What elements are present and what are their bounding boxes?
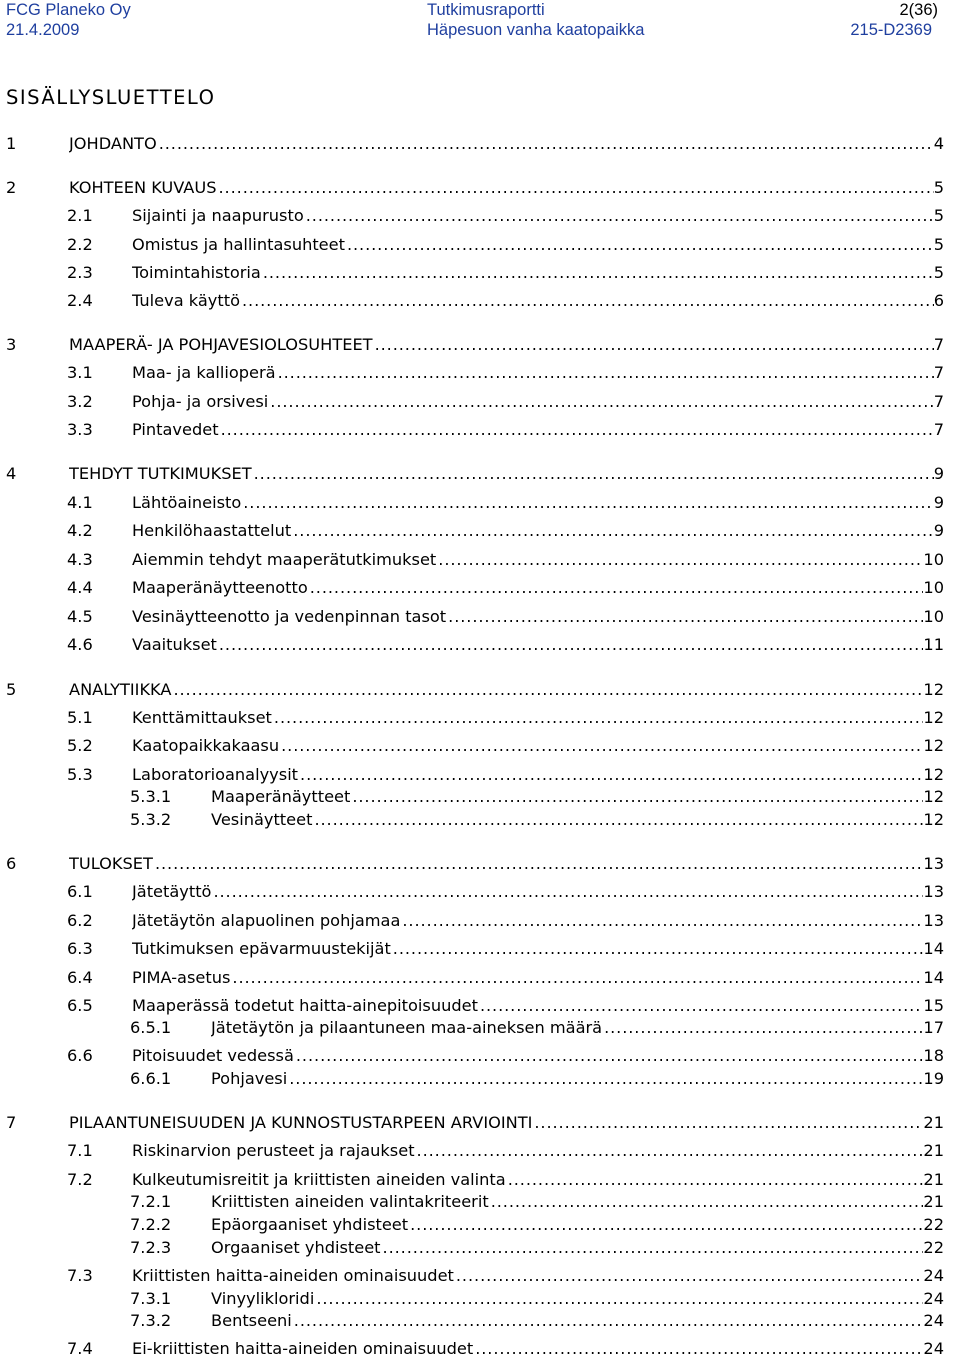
toc-dot-leader: [373, 334, 934, 356]
toc-dot-leader: [217, 634, 924, 656]
page-number: 2(36): [899, 1, 938, 19]
toc-entry-number: 6.4: [67, 968, 93, 987]
toc-entry-page: 12: [923, 787, 944, 806]
toc-entry-label: Toimintahistoria: [132, 263, 261, 282]
toc-entry-number: 7.2.2: [130, 1215, 172, 1234]
toc-entry-number: 6.1: [67, 882, 93, 901]
toc-entry[interactable]: [0, 1310, 944, 1332]
toc-entry-label: Jätetäyttö: [132, 882, 212, 901]
toc-entry[interactable]: [0, 1214, 944, 1236]
toc-entry-number: 6: [6, 854, 17, 873]
toc-entry-label: Jätetäytön alapuolinen pohjamaa: [132, 911, 401, 930]
toc-dot-leader: [308, 577, 924, 599]
toc-entry-page: 4: [933, 134, 944, 153]
toc-entry-number: 5.2: [67, 736, 93, 755]
toc-entry-page: 7: [933, 392, 944, 411]
toc-entry-label: Jätetäytön ja pilaantuneen maa-aineksen määrä: [211, 1018, 603, 1037]
toc-entry-label: Vesinäytteet: [211, 810, 313, 829]
toc-entry[interactable]: [0, 549, 944, 571]
toc-entry-number: 7.4: [67, 1339, 93, 1358]
report-date: 21.4.2009: [6, 21, 80, 39]
toc-dot-leader: [312, 809, 923, 831]
toc-entry-number: 7.2: [67, 1170, 93, 1189]
toc-entry-number: 4.5: [67, 607, 93, 626]
toc-entry-label: Sijainti ja naapurusto: [132, 206, 304, 225]
toc-entry[interactable]: [0, 362, 944, 384]
toc-entry-label: Vinyylikloridi: [211, 1289, 315, 1308]
toc-entry-page: 12: [923, 810, 944, 829]
toc-entry-label: JOHDANTO: [69, 134, 157, 153]
toc-entry[interactable]: [0, 910, 944, 932]
toc-entry-page: 7: [933, 420, 944, 439]
toc-dot-leader: [400, 910, 923, 932]
toc-entry-number: 6.5: [67, 996, 93, 1015]
toc-entry-page: 15: [923, 996, 944, 1015]
toc-entry[interactable]: [0, 1288, 944, 1310]
toc-entry-label: Ei-kriittisten haitta-aineiden ominaisuudet: [132, 1339, 474, 1358]
toc-entry-number: 7.2.3: [130, 1238, 172, 1257]
toc-entry-page: 21: [923, 1141, 944, 1160]
toc-entry-page: 13: [923, 854, 944, 873]
toc-dot-leader: [381, 1237, 924, 1259]
toc-entry[interactable]: [0, 938, 944, 960]
toc-entry-number: 3.1: [67, 363, 93, 382]
toc-dot-leader: [478, 995, 923, 1017]
toc-dot-leader: [446, 606, 923, 628]
toc-entry-label: Pohja- ja orsivesi: [132, 392, 269, 411]
toc-entry-page: 17: [923, 1018, 944, 1037]
toc-dot-leader: [241, 492, 933, 514]
toc-entry-number: 3: [6, 335, 17, 354]
toc-entry[interactable]: [0, 1112, 944, 1134]
toc-entry-label: PILAANTUNEISUUDEN JA KUNNOSTUSTARPEEN ARVIOINTI: [69, 1113, 533, 1132]
toc-entry[interactable]: [0, 764, 944, 786]
toc-entry[interactable]: [0, 577, 944, 599]
toc-entry-page: 7: [933, 335, 944, 354]
toc-entry-label: Riskinarvion perusteet ja rajaukset: [132, 1141, 415, 1160]
toc-entry-label: Maaperässä todetut haitta-ainepitoisuudet: [132, 996, 478, 1015]
toc-dot-leader: [252, 463, 934, 485]
toc-entry-number: 7.3.2: [130, 1311, 172, 1330]
toc-entry-label: Epäorgaaniset yhdisteet: [211, 1215, 409, 1234]
toc-entry-label: Maaperänäytteenotto: [132, 578, 308, 597]
toc-entry-label: Kriittisten aineiden valintakriteerit: [211, 1192, 489, 1211]
toc-entry[interactable]: [0, 679, 944, 701]
toc-dot-leader: [219, 419, 934, 441]
toc-entry-page: 6: [933, 291, 944, 310]
toc-dot-leader: [602, 1017, 923, 1039]
toc-entry-number: 4.1: [67, 493, 93, 512]
company-name: FCG Planeko Oy: [6, 1, 131, 19]
toc-entry-page: 14: [923, 968, 944, 987]
toc-entry[interactable]: [0, 463, 944, 485]
project-code: 215-D2369: [850, 21, 932, 39]
toc-entry-label: Kriittisten haitta-aineiden ominaisuudet: [132, 1266, 454, 1285]
toc-entry[interactable]: [0, 334, 944, 356]
toc-entry-page: 5: [933, 206, 944, 225]
toc-entry-label: Vesinäytteenotto ja vedenpinnan tasot: [132, 607, 447, 626]
toc-dot-leader: [287, 1068, 923, 1090]
toc-dot-leader: [506, 1169, 924, 1191]
toc-entry[interactable]: [0, 1068, 944, 1090]
toc-dot-leader: [473, 1338, 923, 1360]
toc-entry-number: 7.2.1: [130, 1192, 172, 1211]
toc-entry-page: 11: [923, 635, 944, 654]
toc-entry-label: Henkilöhaastattelut: [132, 521, 292, 540]
toc-entry[interactable]: [0, 1191, 944, 1213]
toc-entry[interactable]: [0, 290, 944, 312]
toc-entry[interactable]: [0, 967, 944, 989]
toc-dot-leader: [391, 938, 924, 960]
toc-entry-number: 2.1: [67, 206, 93, 225]
toc-dot-leader: [230, 967, 923, 989]
toc-entry-number: 7.3: [67, 1266, 93, 1285]
toc-entry-page: 14: [923, 939, 944, 958]
toc-entry[interactable]: [0, 786, 944, 808]
toc-dot-leader: [211, 881, 923, 903]
toc-entry[interactable]: [0, 1237, 944, 1259]
toc-entry-label: Maa- ja kallioperä: [132, 363, 276, 382]
toc-entry-number: 4: [6, 464, 17, 483]
toc-entry[interactable]: [0, 391, 944, 413]
toc-entry-number: 2.3: [67, 263, 93, 282]
toc-entry-page: 9: [933, 464, 944, 483]
toc-entry-number: 4.2: [67, 521, 93, 540]
toc-dot-leader: [272, 707, 923, 729]
toc-entry-number: 5.1: [67, 708, 93, 727]
toc-dot-leader: [279, 735, 923, 757]
toc-dot-leader: [408, 1214, 923, 1236]
toc-entry-number: 7.3.1: [130, 1289, 172, 1308]
toc-entry[interactable]: [0, 492, 944, 514]
toc-dot-leader: [350, 786, 923, 808]
toc-dot-leader: [314, 1288, 923, 1310]
toc-entry-label: Maaperänäytteet: [211, 787, 351, 806]
toc-entry-label: Tuleva käyttö: [132, 291, 240, 310]
toc-entry[interactable]: [0, 809, 944, 831]
toc-entry-page: 5: [933, 178, 944, 197]
toc-entry-page: 12: [923, 736, 944, 755]
toc-entry-number: 5.3: [67, 765, 93, 784]
toc-entry-page: 10: [923, 550, 944, 569]
toc-dot-leader: [298, 764, 923, 786]
toc-dot-leader: [532, 1112, 923, 1134]
site-name: Häpesuon vanha kaatopaikka: [427, 21, 645, 39]
toc-entry-page: 13: [923, 911, 944, 930]
toc-title: SISÄLLYSLUETTELO: [6, 86, 216, 109]
toc-entry-page: 12: [923, 680, 944, 699]
toc-entry-label: Bentseeni: [211, 1311, 292, 1330]
toc-entry[interactable]: [0, 1140, 944, 1162]
toc-entry-number: 5: [6, 680, 17, 699]
toc-dot-leader: [291, 520, 933, 542]
toc-dot-leader: [345, 234, 934, 256]
toc-entry-number: 4.3: [67, 550, 93, 569]
toc-entry-label: ANALYTIIKKA: [69, 680, 172, 699]
toc-entry-page: 21: [923, 1113, 944, 1132]
toc-entry-number: 5.3.2: [130, 810, 172, 829]
toc-dot-leader: [261, 262, 934, 284]
toc-entry-label: Omistus ja hallintasuhteet: [132, 235, 345, 254]
toc-entry-page: 24: [923, 1266, 944, 1285]
toc-entry-page: 22: [923, 1215, 944, 1234]
toc-entry-label: TEHDYT TUTKIMUKSET: [69, 464, 252, 483]
toc-entry-label: Pohjavesi: [211, 1069, 288, 1088]
toc-entry-number: 6.6: [67, 1046, 93, 1065]
toc-dot-leader: [157, 133, 934, 155]
report-type: Tutkimusraportti: [427, 1, 545, 19]
toc-entry-number: 6.2: [67, 911, 93, 930]
toc-entry-number: 2.4: [67, 291, 93, 310]
toc-entry-page: 9: [933, 521, 944, 540]
toc-entry[interactable]: [0, 133, 944, 155]
toc-dot-leader: [489, 1191, 924, 1213]
toc-entry-number: 4.6: [67, 635, 93, 654]
toc-entry-label: Pintavedet: [132, 420, 219, 439]
toc-entry-number: 6.6.1: [130, 1069, 172, 1088]
toc-entry-number: 3.2: [67, 392, 93, 411]
toc-entry-number: 4.4: [67, 578, 93, 597]
toc-entry-label: Vaaitukset: [132, 635, 217, 654]
toc-entry-page: 19: [923, 1069, 944, 1088]
toc-entry-page: 13: [923, 882, 944, 901]
toc-entry-number: 6.3: [67, 939, 93, 958]
toc-entry[interactable]: [0, 853, 944, 875]
toc-entry[interactable]: [0, 1169, 944, 1191]
toc-entry-page: 21: [923, 1170, 944, 1189]
toc-entry[interactable]: [0, 234, 944, 256]
toc-dot-leader: [436, 549, 923, 571]
toc-entry[interactable]: [0, 707, 944, 729]
toc-entry-label: TULOKSET: [69, 854, 153, 873]
toc-entry[interactable]: [0, 1265, 944, 1287]
toc-entry[interactable]: [0, 177, 944, 199]
toc-entry-page: 24: [923, 1339, 944, 1358]
toc-entry[interactable]: [0, 735, 944, 757]
toc-entry-label: Tutkimuksen epävarmuustekijät: [132, 939, 391, 958]
toc-entry[interactable]: [0, 606, 944, 628]
toc-entry-label: Pitoisuudet vedessä: [132, 1046, 294, 1065]
toc-dot-leader: [415, 1140, 924, 1162]
toc-entry-number: 6.5.1: [130, 1018, 172, 1037]
toc-entry[interactable]: [0, 1338, 944, 1360]
toc-entry-label: Orgaaniset yhdisteet: [211, 1238, 381, 1257]
toc-entry-label: Laboratorioanalyysit: [132, 765, 299, 784]
toc-entry-number: 3.3: [67, 420, 93, 439]
toc-entry-page: 5: [933, 263, 944, 282]
toc-entry-label: Kaatopaikkakaasu: [132, 736, 280, 755]
toc-entry[interactable]: [0, 262, 944, 284]
toc-entry[interactable]: [0, 881, 944, 903]
toc-entry-number: 2.2: [67, 235, 93, 254]
toc-dot-leader: [276, 362, 934, 384]
toc-entry-label: Kulkeutumisreitit ja kriittisten aineiden valinta: [132, 1170, 506, 1189]
toc-entry-page: 10: [923, 578, 944, 597]
toc-entry-number: 5.3.1: [130, 787, 172, 806]
toc-entry-page: 24: [923, 1289, 944, 1308]
toc-entry[interactable]: [0, 1045, 944, 1067]
toc-dot-leader: [294, 1045, 924, 1067]
toc-entry-page: 12: [923, 708, 944, 727]
toc-entry-page: 10: [923, 607, 944, 626]
toc-entry-number: 7: [6, 1113, 17, 1132]
toc-dot-leader: [153, 853, 923, 875]
toc-entry-page: 9: [933, 493, 944, 512]
toc-dot-leader: [292, 1310, 924, 1332]
toc-dot-leader: [304, 205, 934, 227]
toc-entry[interactable]: [0, 995, 944, 1017]
toc-entry-label: Lähtöaineisto: [132, 493, 242, 512]
toc-entry-label: MAAPERÄ- JA POHJAVESIOLOSUHTEET: [69, 335, 373, 354]
toc-entry[interactable]: [0, 520, 944, 542]
toc-entry-page: 22: [923, 1238, 944, 1257]
toc-entry[interactable]: [0, 1017, 944, 1039]
toc-entry[interactable]: [0, 205, 944, 227]
toc-entry-page: 18: [923, 1046, 944, 1065]
toc-entry-label: KOHTEEN KUVAUS: [69, 178, 217, 197]
toc-entry-page: 24: [923, 1311, 944, 1330]
toc-entry-number: 7.1: [67, 1141, 93, 1160]
toc-dot-leader: [240, 290, 934, 312]
toc-dot-leader: [171, 679, 923, 701]
toc-entry-page: 5: [933, 235, 944, 254]
toc-dot-leader: [454, 1265, 924, 1287]
toc-entry-page: 7: [933, 363, 944, 382]
toc-entry-number: 2: [6, 178, 17, 197]
toc-entry-label: Kenttämittaukset: [132, 708, 272, 727]
toc-entry-page: 21: [923, 1192, 944, 1211]
toc-entry-number: 1: [6, 134, 17, 153]
toc-entry-label: PIMA-asetus: [132, 968, 231, 987]
toc-dot-leader: [217, 177, 934, 199]
toc-dot-leader: [268, 391, 933, 413]
toc-entry[interactable]: [0, 634, 944, 656]
toc-entry-label: Aiemmin tehdyt maaperätutkimukset: [132, 550, 437, 569]
toc-entry-page: 12: [923, 765, 944, 784]
toc-entry[interactable]: [0, 419, 944, 441]
